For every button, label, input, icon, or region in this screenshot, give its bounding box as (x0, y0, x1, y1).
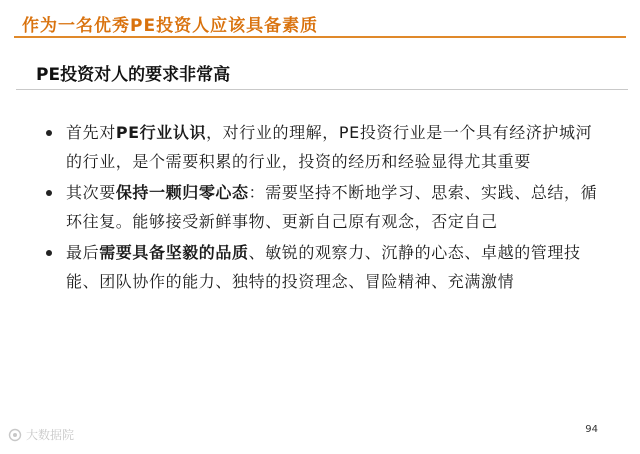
bullet-highlight: 需要具备坚毅的品质 (99, 243, 249, 262)
logo-icon (8, 428, 22, 442)
bullet-prefix: 最后 (66, 243, 100, 262)
bullet-dot-icon (46, 190, 52, 196)
bullet-prefix: 首先对 (66, 123, 116, 142)
page-number: 94 (585, 424, 598, 435)
bullet-highlight: 保持一颗归零心态 (115, 183, 249, 202)
bullet-text: ：需要坚持不断地学习、思索、实践、总结，循环往复。能够接受新鲜事物、更新自己原有观念，否定自己 (66, 183, 598, 231)
bullet-text: 、敏锐的观察力、沉静的心态、卓越的管理技能、团队协作的能力、独特的投资理念、冒险精神、充满激情 (66, 243, 581, 291)
title-bar (14, 8, 626, 38)
bullet-dot-icon (46, 250, 52, 256)
bullet-dot-icon (46, 130, 52, 136)
bullet-item (44, 118, 604, 176)
watermark-text: 大数据院 (26, 428, 75, 442)
bullet-text: ，对行业的理解，PE投资行业是一个具有经济护城河的行业，是个需要积累的行业，投资的经历和经验显得尤其重要 (66, 123, 593, 171)
slide-subtitle: PE投资对人的要求非常高 (36, 65, 231, 85)
divider (16, 89, 628, 90)
bullet-highlight: PE行业认识 (115, 123, 207, 142)
slide-title: 作为一名优秀PE投资人应该具备素质 (22, 16, 319, 36)
bullet-item (44, 238, 604, 296)
bullet-prefix: 其次要 (66, 183, 116, 202)
watermark (8, 426, 74, 443)
bullet-list (44, 118, 604, 298)
bullet-item (44, 178, 604, 236)
